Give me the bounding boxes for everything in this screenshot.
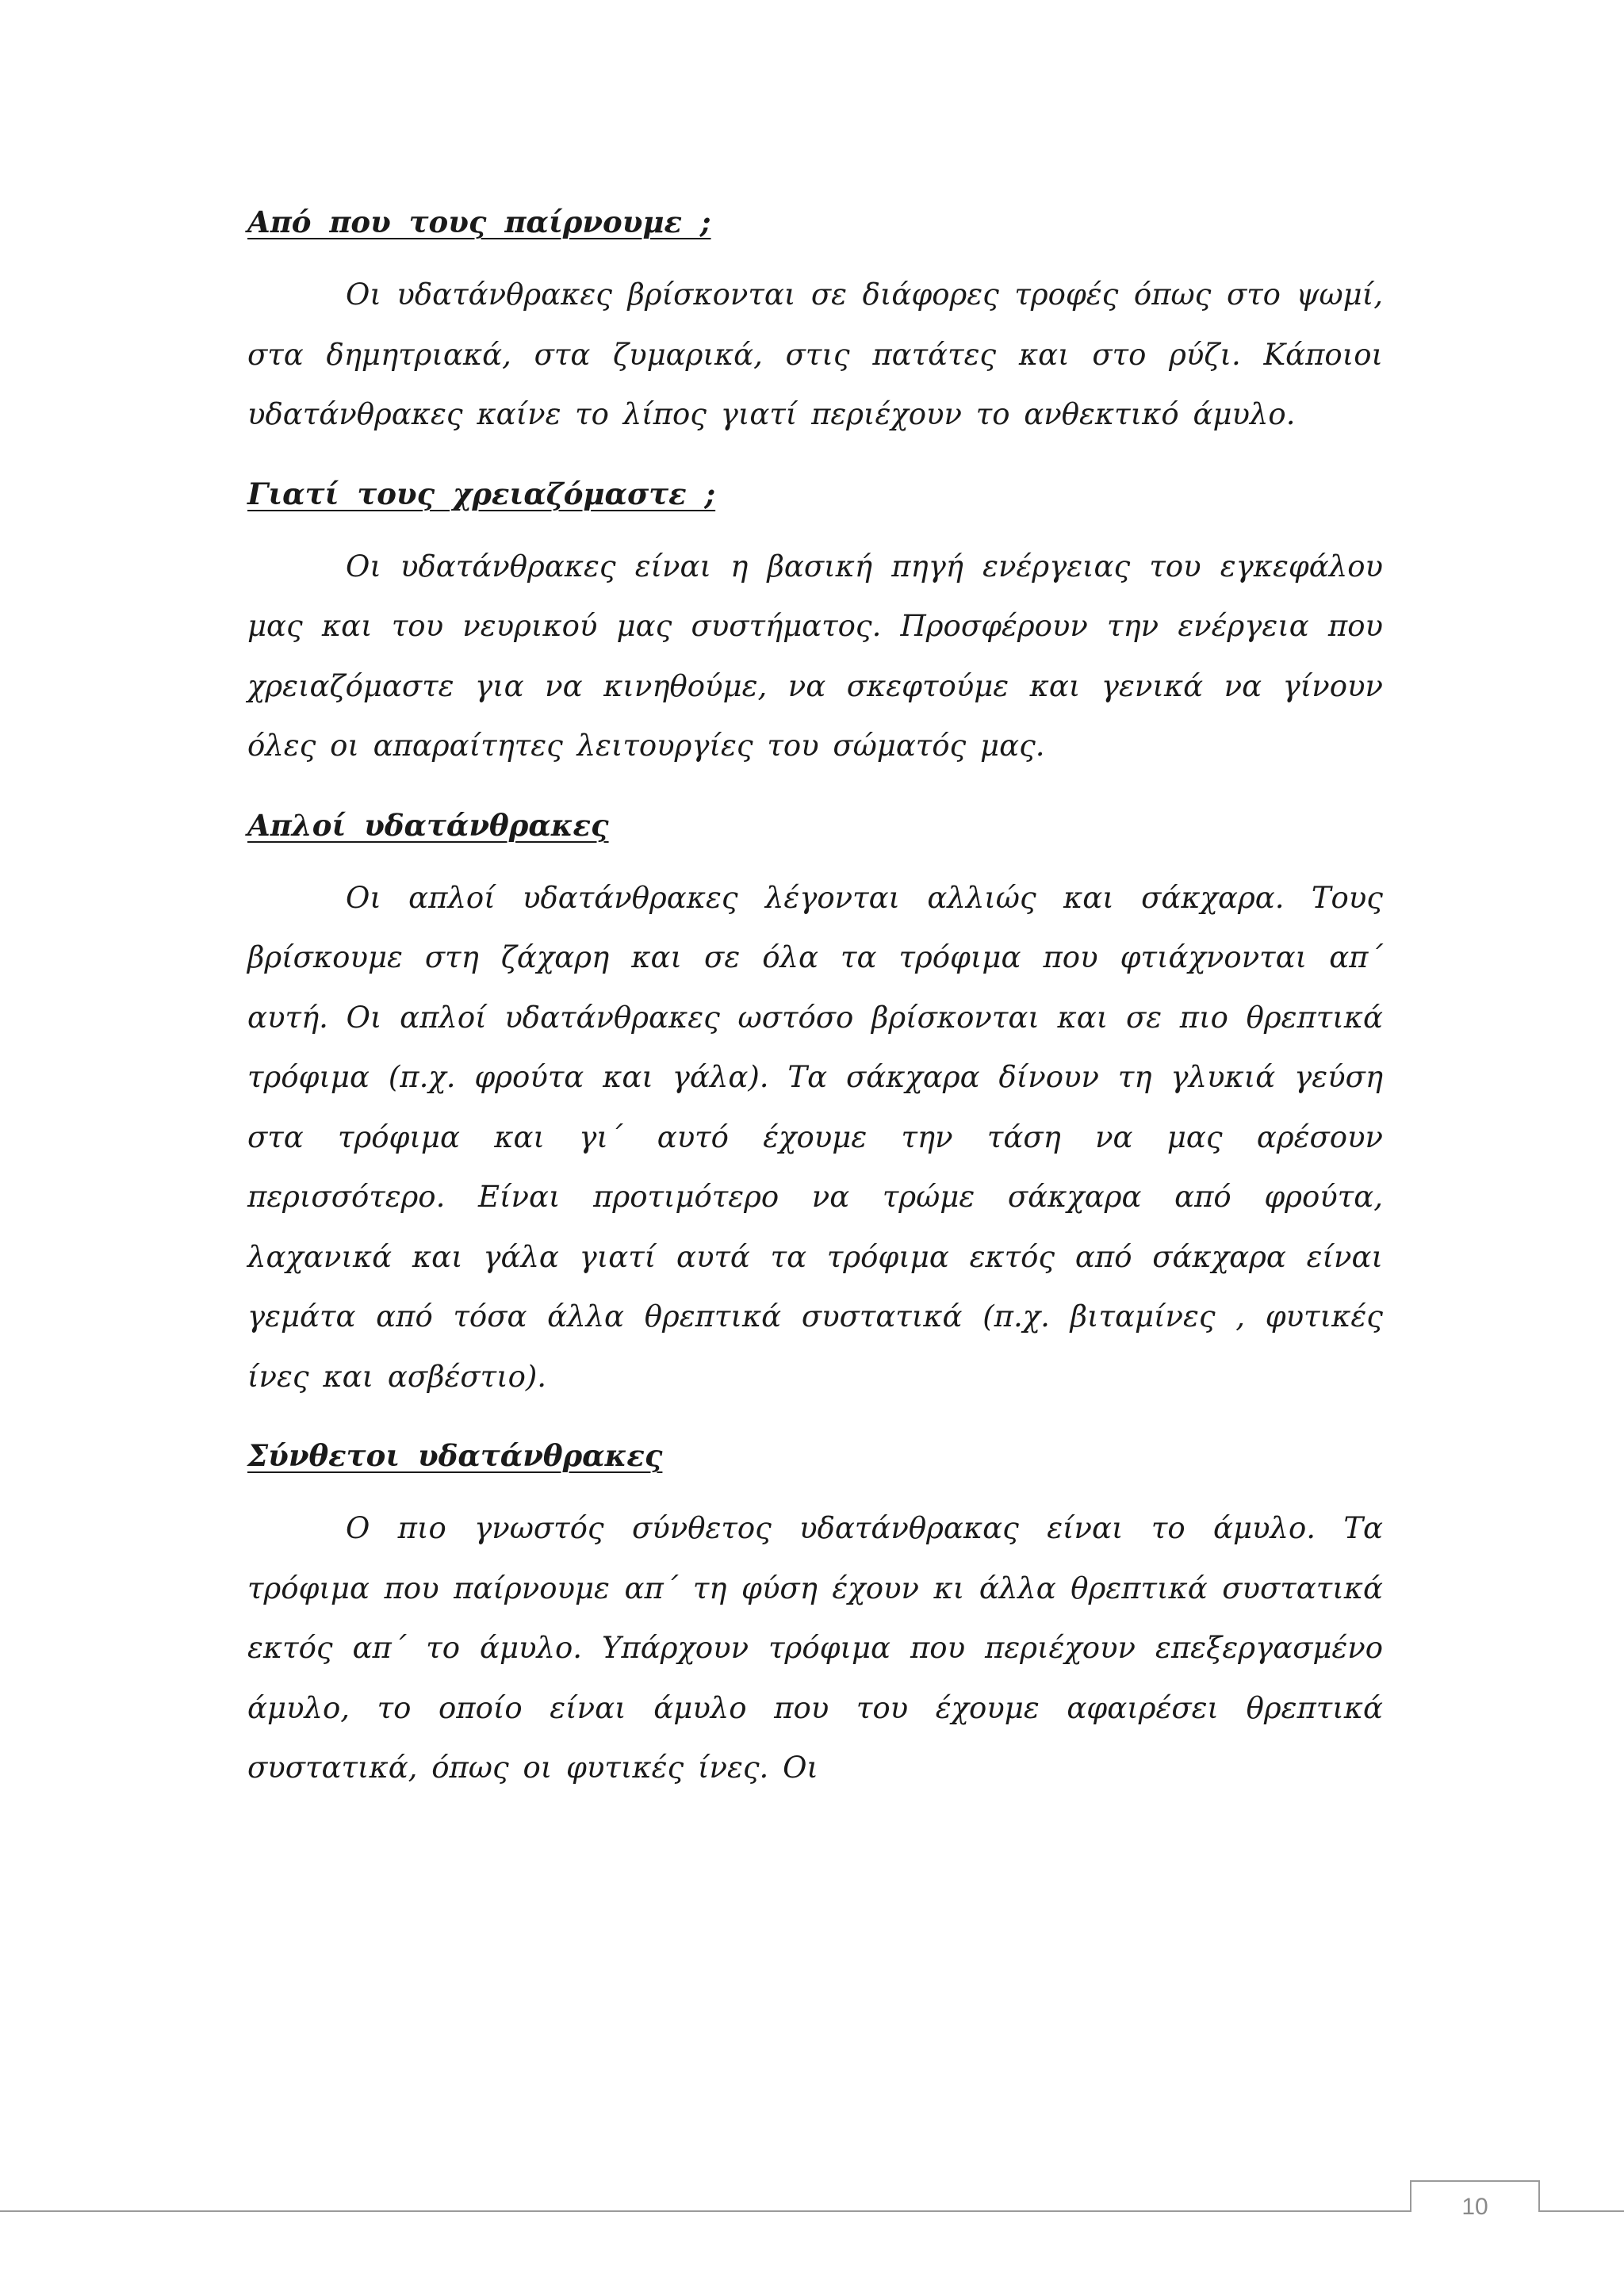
page-content (247, 190, 1383, 1798)
section-paragraph-where-from: Οι υδατάνθρακες βρίσκονται σε διάφορες τροφές όπως στο ψωμί, στα δημητριακά, στα ζυμαρικά, στις πατάτες και στο ρύζι. Κάποιοι υδατάνθρακες καίνε το λίπος γιατί περιέχουν το ανθεκτικό άμυλο. (247, 277, 1383, 431)
section-paragraph-complex-carbs: Ο πιο γνωστός σύνθετος υδατάνθρακας είναι το άμυλο. Τα τρόφιμα που παίρνουμε απ΄ τη φύση έχουν κι άλλα θρεπτικά συστατικά εκτός απ΄ το άμυλο. Υπάρχουν τρόφιμα που περιέχουν επεξεργασμένο άμυλο, το οποίο είναι άμυλο που του έχουμε αφαιρέσει θρεπτικά συστατικά, όπως οι φυτικές ίνες. Οι (247, 1511, 1383, 1785)
footer-divider (0, 2210, 1624, 2212)
section-heading-why-needed: Γιατί τους χρειαζόμαστε ; (247, 476, 716, 511)
section-heading-simple-carbs: Απλοί υδατάνθρακες (247, 807, 609, 843)
section-heading-where-from: Από που τους παίρνουμε ; (247, 205, 711, 239)
page-number: 10 (1461, 2194, 1488, 2220)
section-paragraph-why-needed: Οι υδατάνθρακες είναι η βασική πηγή ενέργειας του εγκεφάλου μας και του νευρικού μας συστήματος. Προσφέρουν την ενέργεια που χρειαζόμαστε για να κινηθούμε, να σκεφτούμε και γενικά να γίνουν όλες οι απαραίτητες λειτουργίες του σώματός μας. (247, 549, 1383, 763)
section-heading-complex-carbs: Σύνθετοι υδατάνθρακες (247, 1438, 663, 1473)
section-paragraph-simple-carbs: Οι απλοί υδατάνθρακες λέγονται αλλιώς και σάκχαρα. Τους βρίσκουμε στη ζάχαρη και σε όλα τα τρόφιμα που φτιάχνονται απ΄ αυτή. Οι απλοί υδατάνθρακες ωστόσο βρίσκονται και σε πιο θρεπτικά τρόφιμα (π.χ. φρούτα και γάλα). Τα σάκχαρα δίνουν τη γλυκιά γεύση στα τρόφιμα και γι΄ αυτό έχουμε την τάση να μας αρέσουν περισσότερο. Είναι προτιμότερο να τρώμε σάκχαρα από φρούτα, λαχανικά και γάλα γιατί αυτά τα τρόφιμα εκτός από σάκχαρα είναι γεμάτα από τόσα άλλα θρεπτικά συστατικά (π.χ. βιταμίνες , φυτικές ίνες και ασβέστιο). (247, 880, 1383, 1394)
